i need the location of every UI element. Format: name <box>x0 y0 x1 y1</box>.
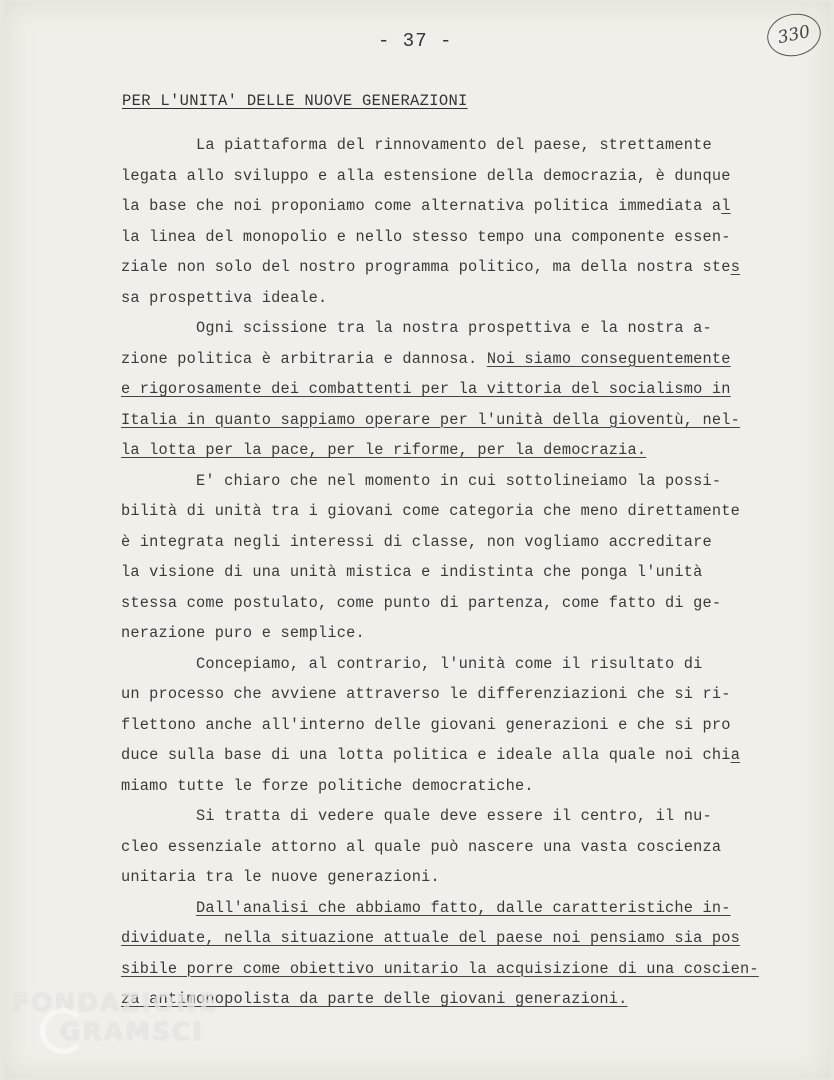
text-segment: sa prospettiva ideale. <box>121 288 328 307</box>
underlined-text-segment: Dall'analisi che abbiamo fatto, dalle caratteristiche in- <box>196 898 731 917</box>
text-line <box>121 594 721 612</box>
underlined-text-segment: l <box>721 197 731 215</box>
text-line <box>121 960 759 978</box>
underlined-text-segment: Noi siamo conseguentemente <box>486 349 731 368</box>
underlined-text-segment: Italia in quanto sappiamo operare per l'unità della gioventù, nel- <box>121 410 741 429</box>
text-line <box>121 228 731 246</box>
text-line <box>121 563 703 581</box>
underlined-text-segment: sibile porre come obiettivo unitario la acquisizione di una coscien- <box>121 959 759 978</box>
text-line <box>121 716 731 734</box>
text-segment: la base che noi proponiamo come alternativa politica immediata a <box>121 197 722 215</box>
text-segment: zione politica è arbitraria e dannosa. <box>121 349 487 368</box>
logo-g-mark-icon <box>40 1008 86 1054</box>
underlined-text-segment: a <box>730 746 741 764</box>
text-line <box>121 380 731 398</box>
text-line <box>121 868 440 886</box>
underlined-text-segment: la lotta per la pace, per le riforme, per la democrazia. <box>121 441 647 459</box>
logo-line-2: GRAMSCI <box>60 1017 204 1046</box>
text-line <box>121 258 740 276</box>
document-page <box>4 2 830 1078</box>
archive-number-text: 330 <box>776 21 812 49</box>
text-line <box>121 655 703 673</box>
text-segment: Ogni scissione tra la nostra prospettiva e la nostra a- <box>121 319 712 337</box>
text-line <box>121 136 712 154</box>
text-line <box>121 167 731 185</box>
text-line <box>121 533 712 551</box>
text-segment: flettono anche all'interno delle giovani generazioni e che si pro <box>121 715 731 734</box>
text-segment: Concepiamo, al contrario, l'unità come il risultato di <box>121 654 703 673</box>
text-segment: La piattaforma del rinnovamento del paese, strettamente <box>121 136 712 154</box>
text-segment: la visione di una unità mistica e indistinta che ponga l'unità <box>121 563 703 581</box>
underlined-text-segment: za antimonopolista da parte delle giovani generazioni. <box>121 990 628 1008</box>
text-line <box>121 807 712 825</box>
page-number: - 37 - <box>378 30 453 52</box>
text-segment: la linea del monopolio e nello stesso tempo una componente essen- <box>121 227 731 246</box>
text-segment: bilità di unità tra i giovani come categoria che meno direttamente <box>121 502 741 520</box>
text-segment: legata allo sviluppo e alla estensione della democrazia, è dunque <box>121 166 731 185</box>
text-segment: è integrata negli interessi di classe, non vogliamo accreditare <box>121 532 712 551</box>
text-line <box>121 350 731 368</box>
text-line <box>121 411 740 429</box>
text-line <box>121 624 365 642</box>
text-line <box>121 929 740 947</box>
text-line <box>121 899 731 917</box>
underlined-text-segment: s <box>730 258 741 276</box>
text-line <box>121 502 740 520</box>
text-line <box>121 289 327 307</box>
text-segment: E' chiaro che nel momento in cui sottolineiamo la possi- <box>121 471 722 490</box>
fondazione-gramsci-logo <box>12 990 218 1044</box>
text-segment: cleo essenziale attorno al quale può nascere una vasta coscienza <box>121 837 722 856</box>
text-segment: duce sulla base di una lotta politica e ideale alla quale noi chi <box>121 746 731 764</box>
text-segment: ziale non solo del nostro programma politico, ma della nostra ste <box>121 258 731 276</box>
text-segment: un processo che avviene attraverso le differenziazioni che si ri- <box>121 685 731 703</box>
text-line <box>121 472 721 490</box>
text-segment: Si tratta di vedere quale deve essere il centro, il nu- <box>121 807 712 825</box>
underlined-text-segment: e rigorosamente dei combattenti per la vittoria del socialismo in <box>121 380 731 398</box>
text-line <box>121 746 740 764</box>
logo-line-1: FONDAZIONE <box>12 988 219 1017</box>
text-segment: stessa come postulato, come punto di partenza, come fatto di ge- <box>121 593 722 612</box>
text-line <box>121 838 721 856</box>
text-segment <box>121 899 196 917</box>
underlined-text-segment: dividuate, nella situazione attuale del paese noi pensiamo sia pos <box>121 929 741 947</box>
text-line <box>121 777 534 795</box>
text-segment: nerazione puro e semplice. <box>121 624 365 642</box>
archive-number-stamp <box>763 9 825 61</box>
text-segment: unitaria tra le nuove generazioni. <box>121 868 440 886</box>
text-segment: miamo tutte le forze politiche democratiche. <box>121 776 534 795</box>
text-line <box>121 685 731 703</box>
document-title: PER L'UNITA' DELLE NUOVE GENERAZIONI <box>122 92 468 110</box>
text-line <box>121 319 712 337</box>
text-line <box>121 441 646 459</box>
text-line <box>121 197 731 215</box>
